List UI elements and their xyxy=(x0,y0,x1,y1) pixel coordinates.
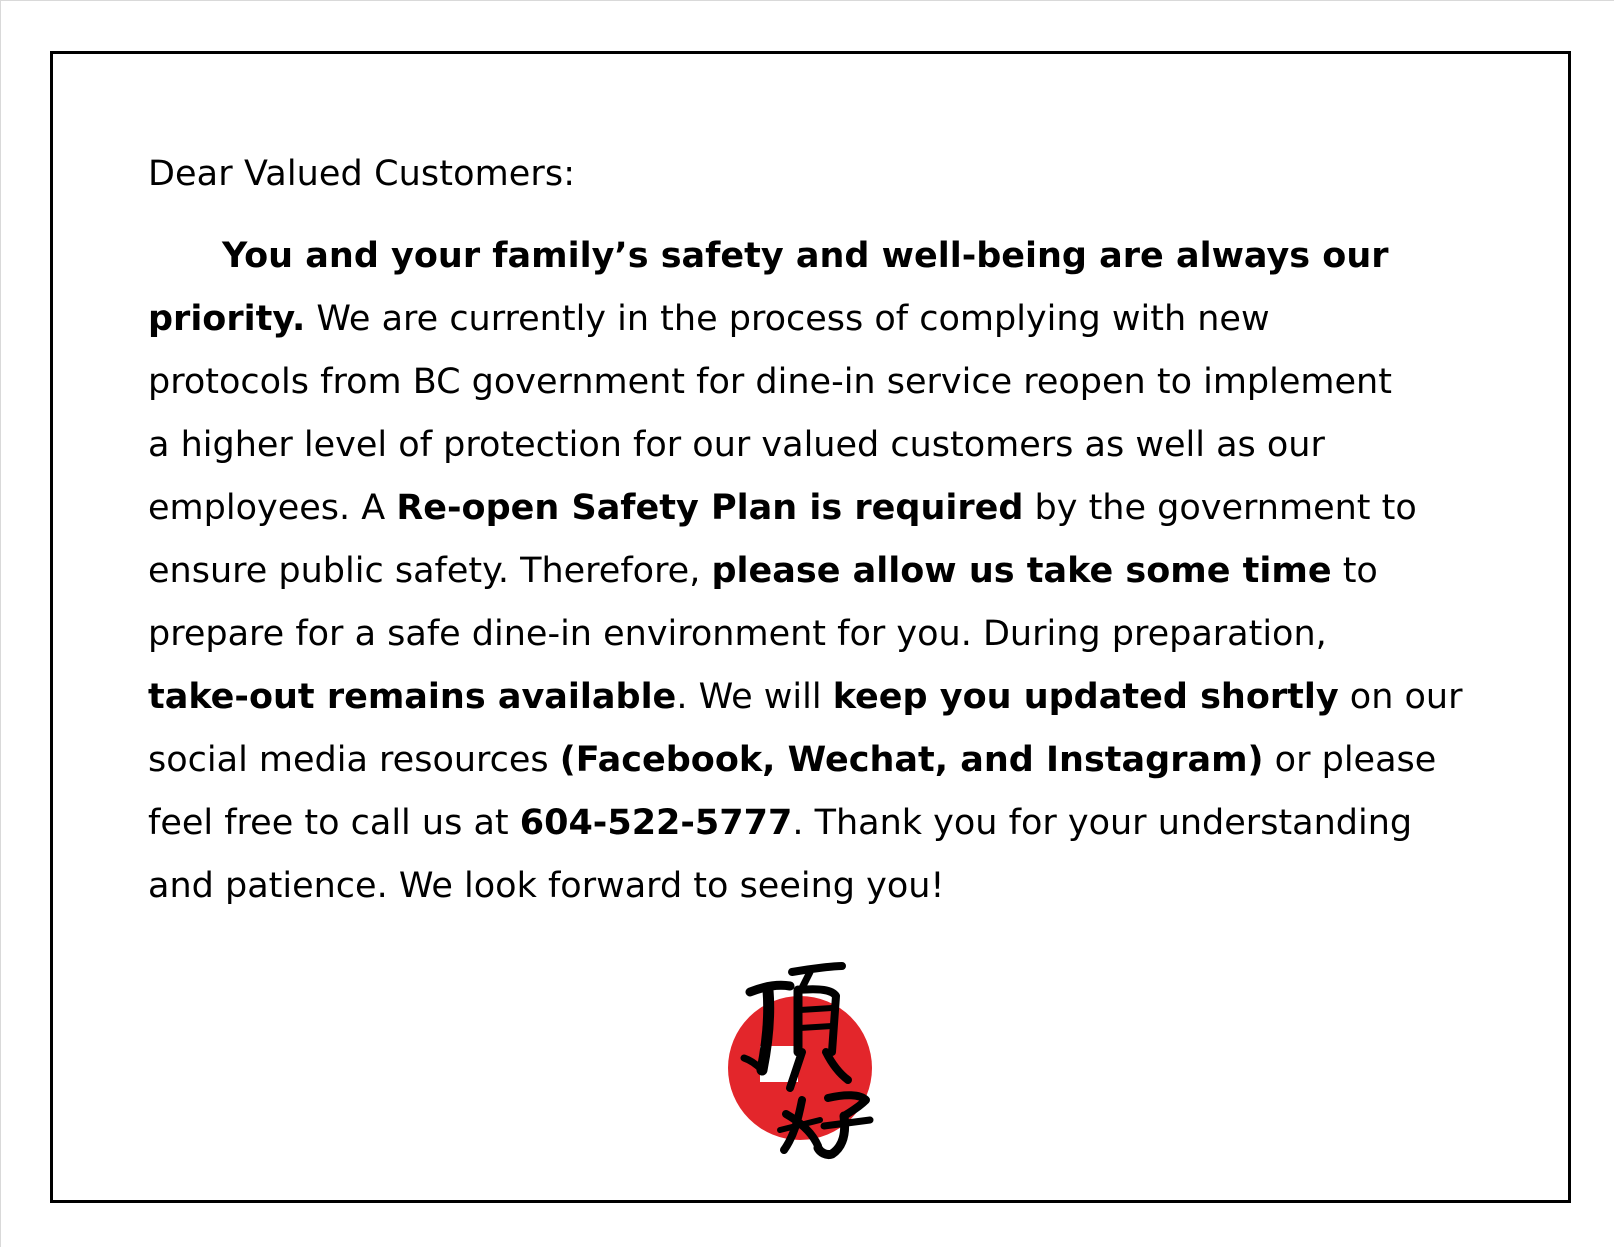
body-text: on our xyxy=(1338,677,1463,717)
body-text: protocols from BC government for dine-in service reopen to implement xyxy=(148,362,1392,402)
body-text: We are currently in the process of complying with new xyxy=(305,299,1270,339)
body-text: . We will xyxy=(676,677,833,717)
restaurant-logo xyxy=(720,960,900,1160)
phone-number: 604-522-5777 xyxy=(519,803,793,843)
letter-line-10 xyxy=(148,792,1448,855)
bold-text: Re-open Safety Plan is required xyxy=(396,488,1024,528)
bold-text: (Facebook, Wechat, and Instagram) xyxy=(559,740,1264,780)
letter-line-2 xyxy=(148,288,1448,351)
bold-text: take-out remains available xyxy=(148,677,677,717)
body-text: . Thank you for your understanding xyxy=(792,803,1413,843)
letter-line-3 xyxy=(148,351,1448,414)
letter-line-5 xyxy=(148,477,1448,540)
body-text: feel free to call us at xyxy=(148,803,520,843)
letter-line-11 xyxy=(148,855,1448,918)
letter-line-4 xyxy=(148,414,1448,477)
body-text: to xyxy=(1331,551,1378,591)
body-text: by the government to xyxy=(1023,488,1417,528)
body-text: a higher level of protection for our valued customers as well as our xyxy=(148,425,1325,465)
body-text: or please xyxy=(1263,740,1437,780)
bold-text: keep you updated shortly xyxy=(832,677,1339,717)
body-text: prepare for a safe dine-in environment for you. During preparation, xyxy=(148,614,1327,654)
body-text: employees. A xyxy=(148,488,397,528)
letter-line-9 xyxy=(148,729,1448,792)
letter-line-8 xyxy=(148,666,1463,729)
letter-body xyxy=(148,225,1463,918)
bold-text: priority. xyxy=(148,299,306,339)
bold-text: You and your family’s safety and well-being are always our xyxy=(222,236,1389,276)
body-text: social media resources xyxy=(148,740,560,780)
letter-line-6 xyxy=(148,540,1448,603)
bold-text: please allow us take some time xyxy=(711,551,1332,591)
body-text: ensure public safety. Therefore, xyxy=(148,551,712,591)
letter-line-7 xyxy=(148,603,1448,666)
body-text: and patience. We look forward to seeing you! xyxy=(148,866,945,906)
letter-line-1 xyxy=(148,225,1448,288)
greeting: Dear Valued Customers: xyxy=(148,154,576,194)
